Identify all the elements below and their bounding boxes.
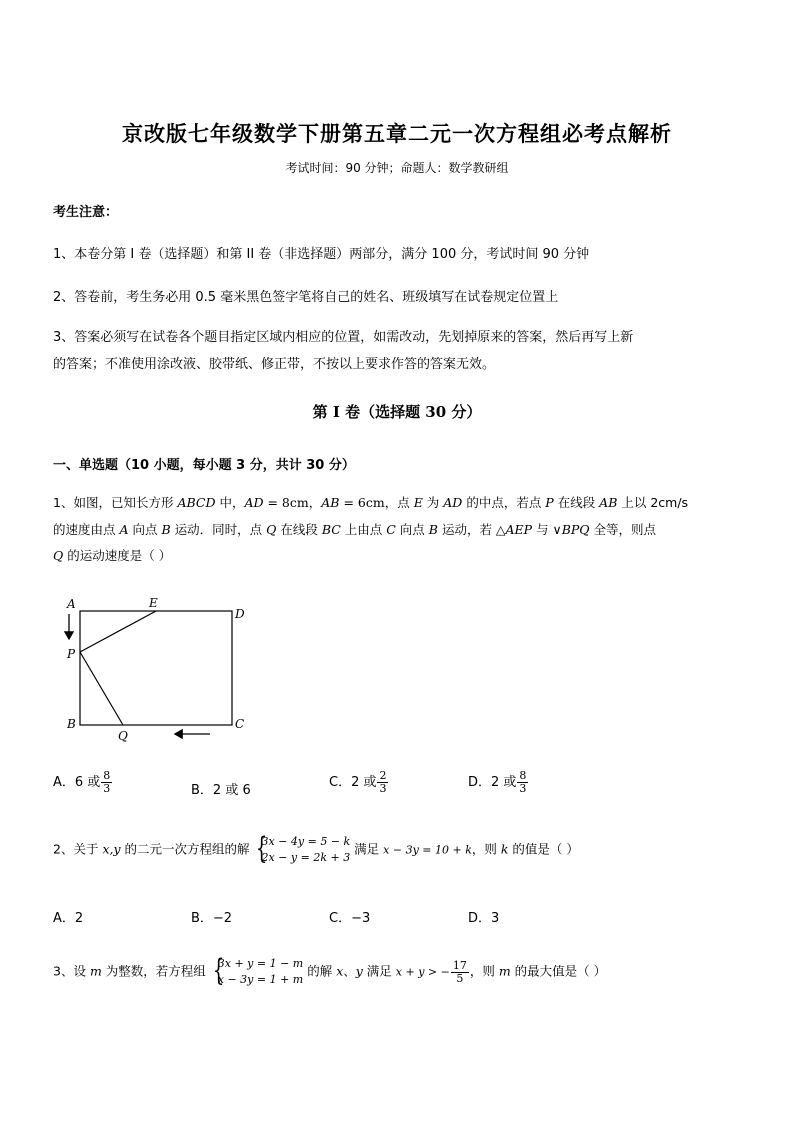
label-c: C (235, 717, 245, 731)
label-b: B (67, 717, 76, 731)
q1-option-d[interactable]: D．2 或 $\frac{8}{3}$ (468, 769, 527, 795)
q1-option-a[interactable]: A．6 或 $\frac{8}{3}$ (53, 769, 111, 795)
section-title: 第 I 卷（选择题 30 分） (312, 403, 482, 421)
q3-stem: 3、设 m 为整数，若方程组 { 3x + y = 1 − m x − 3y = 1 + m 的解 x、y 满足 x + y > − $\frac{17}{5}$ ，则 m 的最大值是（ ） (53, 953, 607, 988)
page-title: 京改版七年级数学下册第五章二元一次方程组必考点解析 (122, 121, 672, 146)
notice-item-3-cont: 的答案；不准使用涂改液、胶带纸、修正带，不按以上要求作答的答案无效。 (53, 357, 496, 372)
exam-info: 考试时间：90 分钟；命题人：数学教研组 (285, 161, 509, 175)
q2-stem: 2、关于 x,y 的二元一次方程组的解 { 3x − 4y = 5 − k 2x − y = 2k + 3 满足 x − 3y = 10 + k，则 k 的值是（ ） (53, 831, 579, 866)
rectangle-abcd (80, 611, 232, 725)
segment-pq (80, 652, 123, 725)
q2-equation-system: { 3x − 4y = 5 − k 2x − y = 2k + 3 (256, 831, 351, 866)
notice-item-2: 2、答卷前，考生务必用 0.5 毫米黑色签字笔将自己的姓名、班级填写在试卷规定位置上 (53, 290, 559, 305)
q1-option-c[interactable]: C．2 或 $\frac{2}{3}$ (329, 769, 387, 795)
segment-pe (80, 611, 156, 652)
q1-line-1: 1、如图，已知长方形 ABCD 中，AD = 8cm，AB = 6cm，点 E 为 AD 的中点，若点 P 在线段 AB 上以 2cm/s (53, 495, 689, 510)
label-e: E (149, 596, 158, 610)
notice-heading: 考生注意： (53, 205, 119, 220)
label-a: A (67, 597, 76, 611)
q2-option-a[interactable]: A．2 (53, 911, 84, 926)
label-d: D (235, 607, 245, 621)
q3-equation-system: { 3x + y = 1 − m x − 3y = 1 + m (212, 953, 304, 988)
notice-item-3: 3、答案必须写在试卷各个题目指定区域内相应的位置，如需改动，先划掉原来的答案，然后再写上新 (53, 330, 634, 345)
q2-option-c[interactable]: C．−3 (329, 911, 371, 926)
q1-line-2: 的速度由点 A 向点 B 运动．同时，点 Q 在线段 BC 上由点 C 向点 B 运动，若 △AEP 与 ∨BPQ 全等，则点 (53, 522, 657, 537)
q1-line-3: Q 的运动速度是（ ） (53, 548, 172, 563)
q1-option-b[interactable]: B．2 或 6 (191, 783, 251, 798)
label-p: P (67, 647, 76, 661)
rectangle-figure (60, 594, 250, 744)
q2-option-b[interactable]: B．−2 (191, 911, 233, 926)
q2-option-d[interactable]: D．3 (468, 911, 500, 926)
notice-item-1: 1、本卷分第 I 卷（选择题）和第 II 卷（非选择题）两部分，满分 100 分，考试时间 90 分钟 (53, 247, 590, 262)
section-heading: 一、单选题（10 小题，每小题 3 分，共计 30 分） (53, 458, 355, 473)
label-q: Q (118, 729, 128, 743)
